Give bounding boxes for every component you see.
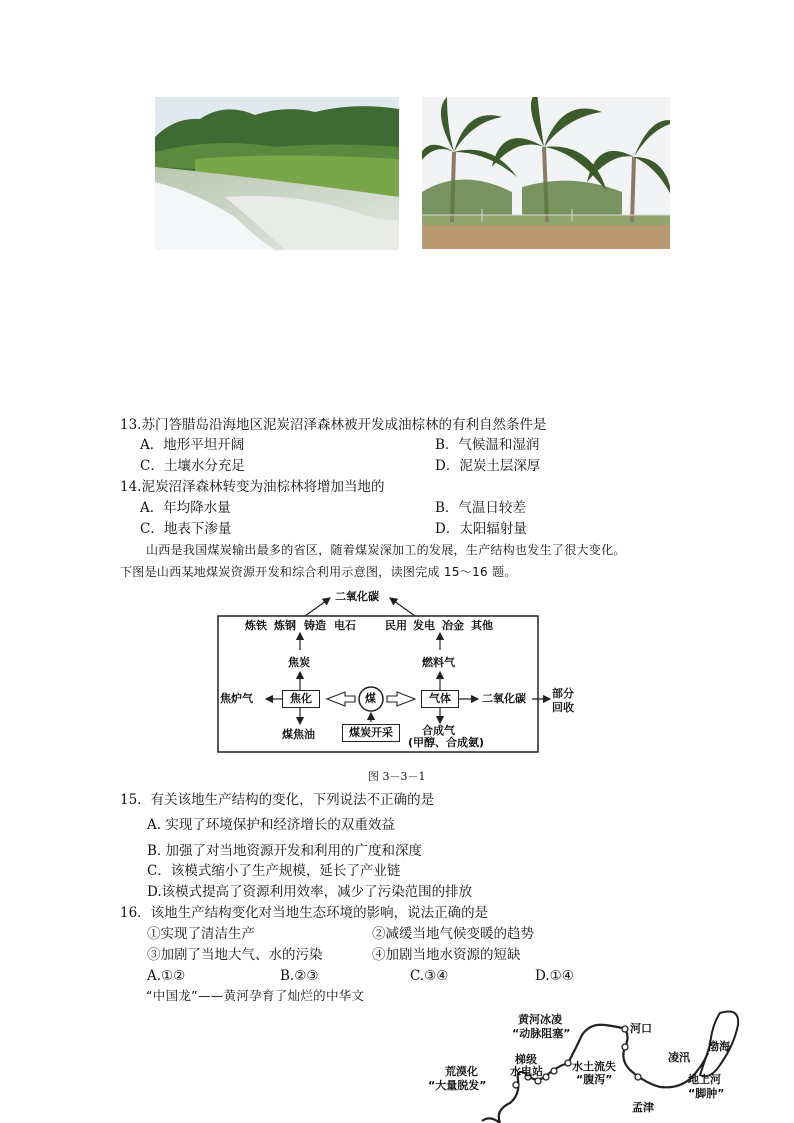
q15-option-d: D.该模式提高了资源利用效率，减少了污染范围的排放	[147, 884, 473, 900]
q16-statement-2: ②减缓当地气候变暖的趋势	[372, 926, 534, 942]
q14-option-d: D．太阳辐射量	[435, 521, 527, 537]
map-label-ice-sub: “动脉阻塞”	[512, 1027, 571, 1040]
use-casting: 铸造	[304, 619, 326, 632]
q16-statement-1: ①实现了清洁生产	[147, 926, 255, 942]
syngas-label: 合成气	[422, 724, 455, 737]
co2-top-label: 二氧化碳	[335, 590, 379, 603]
use-power: 发电	[413, 619, 435, 632]
q16-option-b: B.②③	[280, 968, 319, 984]
intro-line-2: 下图是山西某地煤炭资源开发和综合利用示意图，读图完成 15～16 题。	[120, 565, 517, 579]
q13-option-a: A．地形平坦开阔	[140, 437, 245, 453]
use-steelmaking: 炼钢	[274, 619, 296, 632]
question-16-stem: 16．该地生产结构变化对当地生态环境的影响，说法正确的是	[120, 905, 489, 921]
recycle-label-2: 回收	[552, 701, 574, 714]
q16-option-d: D.①④	[535, 968, 574, 984]
yellow-river-map	[420, 1005, 780, 1123]
map-label-soil-erosion-sub: “腹泻”	[576, 1073, 613, 1086]
syngas-sub-label: (甲醇、合成氨)	[408, 736, 485, 749]
q14-option-a: A．年均降水量	[140, 500, 231, 516]
q16-option-c: C.③④	[410, 968, 449, 984]
map-label-cascade-1: 梯级	[515, 1053, 537, 1066]
map-label-desertification: 荒漠化	[445, 1065, 478, 1078]
coal-utilization-diagram	[200, 588, 574, 758]
use-civil: 民用	[385, 619, 407, 632]
q16-statement-3: ③加剧了当地大气、水的污染	[147, 947, 323, 963]
use-ironmaking: 炼铁	[245, 619, 267, 632]
q15-option-c: C．该模式缩小了生产规模，延长了产业链	[147, 863, 401, 879]
q14-option-b: B．气温日较差	[435, 500, 526, 516]
fuel-gas-label: 燃料气	[422, 656, 455, 669]
map-label-cascade-2: 水电站	[510, 1065, 543, 1078]
map-label-desertification-sub: “大量脱发”	[428, 1079, 487, 1092]
coal-mining-box: 煤炭开采	[342, 724, 400, 742]
coke-label: 焦炭	[288, 656, 310, 669]
intro-line-1: 山西是我国煤炭输出最多的省区，随着煤炭深加工的发展，生产结构也发生了很大变化。	[146, 543, 626, 557]
q16-option-a: A.①②	[147, 968, 186, 984]
oil-palm-photo	[422, 97, 670, 249]
figure-caption: 图 3－3－1	[368, 770, 426, 783]
question-15-stem: 15．有关该地生产结构的变化，下列说法不正确的是	[120, 792, 435, 808]
map-label-bohai: 渤海	[708, 1040, 730, 1053]
coke-oven-gas-label: 焦炉气	[220, 692, 253, 705]
map-label-soil-erosion: 水土流失	[572, 1060, 616, 1073]
map-label-mengjin: 孟津	[632, 1101, 654, 1114]
map-label-suspended-river: 地上河	[688, 1073, 721, 1086]
map-label-ice: 黄河冰凌	[518, 1013, 562, 1026]
map-label-hekou: 河口	[630, 1022, 652, 1035]
map-label-suspended-river-sub: “脚肿”	[688, 1087, 725, 1100]
recycle-label-1: 部分	[552, 687, 574, 700]
q15-option-b: B. 加强了对当地资源开发和利用的广度和深度	[147, 843, 423, 859]
q16-statement-4: ④加剧当地水资源的短缺	[372, 947, 521, 963]
q14-option-c: C．地表下渗量	[140, 521, 232, 537]
mangrove-photo	[155, 97, 399, 250]
coal-label: 煤	[365, 692, 376, 705]
map-label-lingxun: 凌汛	[668, 1051, 690, 1064]
coking-box: 焦化	[282, 690, 320, 708]
use-carbide: 电石	[334, 619, 356, 632]
gas-box: 气体	[421, 690, 459, 708]
use-metallurgy: 冶金	[442, 619, 464, 632]
q13-option-d: D．泥炭土层深厚	[435, 458, 541, 474]
question-14-stem: 14.泥炭沼泽森林转变为油棕林将增加当地的	[120, 479, 385, 495]
question-13-stem: 13.苏门答腊岛沿海地区泥炭沼泽森林被开发成油棕林的有利自然条件是	[120, 417, 547, 433]
river-intro: “中国龙”——黄河孕育了灿烂的中华文	[146, 988, 365, 1003]
q13-option-b: B．气候温和湿润	[435, 437, 540, 453]
use-other: 其他	[471, 619, 493, 632]
co2-right-label: 二氧化碳	[482, 692, 526, 705]
coal-tar-label: 煤焦油	[282, 728, 315, 741]
q13-option-c: C．土壤水分充足	[140, 458, 245, 474]
q15-option-a: A. 实现了环境保护和经济增长的双重效益	[147, 817, 395, 833]
